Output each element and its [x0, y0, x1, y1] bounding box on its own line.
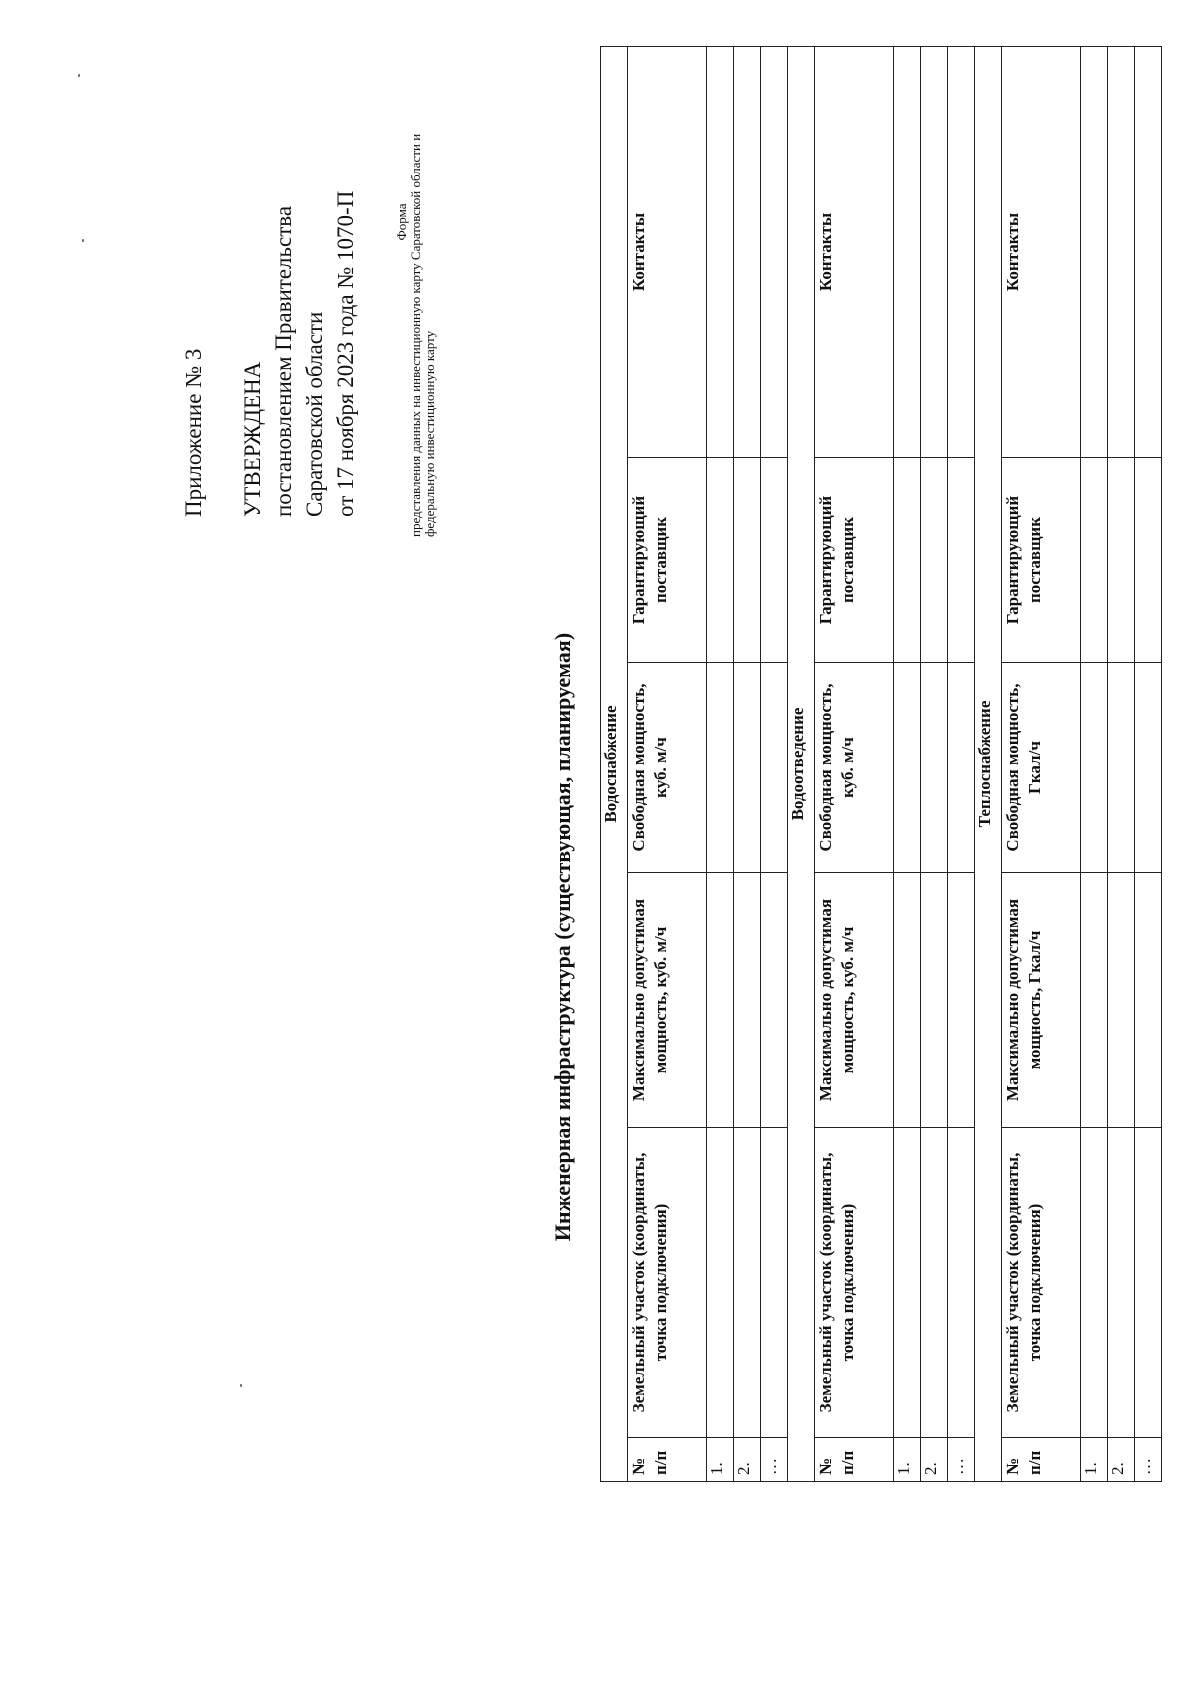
column-header: Гарантирующий поставщик — [628, 458, 707, 663]
header-row — [815, 46, 894, 1481]
table-row — [707, 46, 734, 1481]
form-note — [395, 67, 437, 537]
scan-speck — [78, 74, 80, 77]
table-cell — [1108, 46, 1135, 457]
table-cell — [761, 1128, 788, 1438]
table-cell — [921, 663, 948, 873]
table-cell — [761, 46, 788, 457]
table-cell — [921, 873, 948, 1128]
table-cell — [948, 46, 975, 457]
row-number: 1. — [1081, 1438, 1108, 1482]
column-header: Гарантирующий поставщик — [815, 458, 894, 663]
table-cell — [1081, 1128, 1108, 1438]
appendix-number: Приложение № 3 — [181, 348, 206, 517]
section-row — [788, 46, 815, 1481]
table-cell — [1135, 46, 1162, 457]
table-cell — [1108, 458, 1135, 663]
table-cell — [1108, 663, 1135, 873]
column-header: Свободная мощность, Гкал/ч — [1002, 663, 1081, 873]
section-title: Водоотведение — [788, 46, 815, 1481]
table-row — [1135, 46, 1162, 1481]
row-number: 2. — [1108, 1438, 1135, 1482]
column-header: № п/п — [1002, 1438, 1081, 1482]
column-header: № п/п — [628, 1438, 707, 1482]
scan-speck — [240, 1384, 242, 1387]
table-cell — [734, 663, 761, 873]
table-cell — [894, 1128, 921, 1438]
section-row — [975, 46, 1002, 1481]
approval-block — [178, 37, 361, 517]
section-title: Теплоснабжение — [975, 46, 1002, 1481]
table-cell — [921, 46, 948, 457]
table-cell — [1108, 873, 1135, 1128]
table-cell — [894, 873, 921, 1128]
table-cell — [948, 1128, 975, 1438]
header-row — [628, 46, 707, 1481]
column-header: Земельный участок (координаты, точка подключения) — [815, 1128, 894, 1438]
column-header: Земельный участок (координаты, точка подключения) — [1002, 1128, 1081, 1438]
table-cell — [761, 663, 788, 873]
table-row — [1108, 46, 1135, 1481]
table-cell — [734, 46, 761, 457]
table-row — [921, 46, 948, 1481]
table-cell — [707, 663, 734, 873]
section-row — [601, 46, 628, 1481]
section-title: Водоснабжение — [601, 46, 628, 1481]
table-row — [948, 46, 975, 1481]
scan-speck — [82, 239, 84, 242]
form-title: Форма — [394, 203, 409, 241]
table-cell — [948, 873, 975, 1128]
form-description: представления данных на инвестиционную карту Саратовской области и федеральную инвестиционную карту — [408, 133, 437, 537]
table-cell — [707, 458, 734, 663]
table-cell — [948, 458, 975, 663]
column-header: Свободная мощность, куб. м/ч — [815, 663, 894, 873]
table-cell — [894, 663, 921, 873]
table-cell — [1135, 1128, 1162, 1438]
table-cell — [761, 873, 788, 1128]
row-number: … — [948, 1438, 975, 1482]
column-header: Земельный участок (координаты, точка подключения) — [628, 1128, 707, 1438]
table-cell — [734, 458, 761, 663]
table-cell — [707, 1128, 734, 1438]
table-cell — [1135, 663, 1162, 873]
row-number: 2. — [734, 1438, 761, 1482]
table-cell — [1135, 873, 1162, 1128]
table-cell — [707, 873, 734, 1128]
table-cell — [921, 1128, 948, 1438]
approval-line: постановлением Правительства — [271, 205, 296, 517]
table-row — [761, 46, 788, 1481]
table-cell — [734, 873, 761, 1128]
table-row — [894, 46, 921, 1481]
table-row — [734, 46, 761, 1481]
column-header: Свободная мощность, куб. м/ч — [628, 663, 707, 873]
table-cell — [894, 46, 921, 457]
row-number: … — [761, 1438, 788, 1482]
table-cell — [1135, 458, 1162, 663]
table-cell — [734, 1128, 761, 1438]
infrastructure-table — [600, 46, 1162, 1482]
table-cell — [894, 458, 921, 663]
document-title: Инженерная инфраструктура (существующая, планируемая) — [550, 632, 575, 1242]
table-row — [1081, 46, 1108, 1481]
table-cell — [1108, 1128, 1135, 1438]
approval-line: от 17 ноября 2023 года № 1070-П — [333, 190, 358, 517]
column-header: Максимально допустимая мощность, Гкал/ч — [1002, 873, 1081, 1128]
table-cell — [1081, 663, 1108, 873]
column-header: Гарантирующий поставщик — [1002, 458, 1081, 663]
table-cell — [1081, 873, 1108, 1128]
column-header: Максимально допустимая мощность, куб. м/ч — [628, 873, 707, 1128]
table-cell — [921, 458, 948, 663]
table-cell — [1081, 46, 1108, 457]
table-cell — [1081, 458, 1108, 663]
table-cell — [707, 46, 734, 457]
approval-line: Саратовской области — [302, 311, 327, 517]
row-number: 1. — [707, 1438, 734, 1482]
column-header: Максимально допустимая мощность, куб. м/ч — [815, 873, 894, 1128]
column-header: Контакты — [815, 46, 894, 457]
table-cell — [761, 458, 788, 663]
column-header: Контакты — [1002, 46, 1081, 457]
row-number: 1. — [894, 1438, 921, 1482]
row-number: 2. — [921, 1438, 948, 1482]
row-number: … — [1135, 1438, 1162, 1482]
column-header: № п/п — [815, 1438, 894, 1482]
column-header: Контакты — [628, 46, 707, 457]
header-row — [1002, 46, 1081, 1481]
table-cell — [948, 663, 975, 873]
approved-stamp-text: УТВЕРЖДЕНА — [240, 361, 265, 517]
